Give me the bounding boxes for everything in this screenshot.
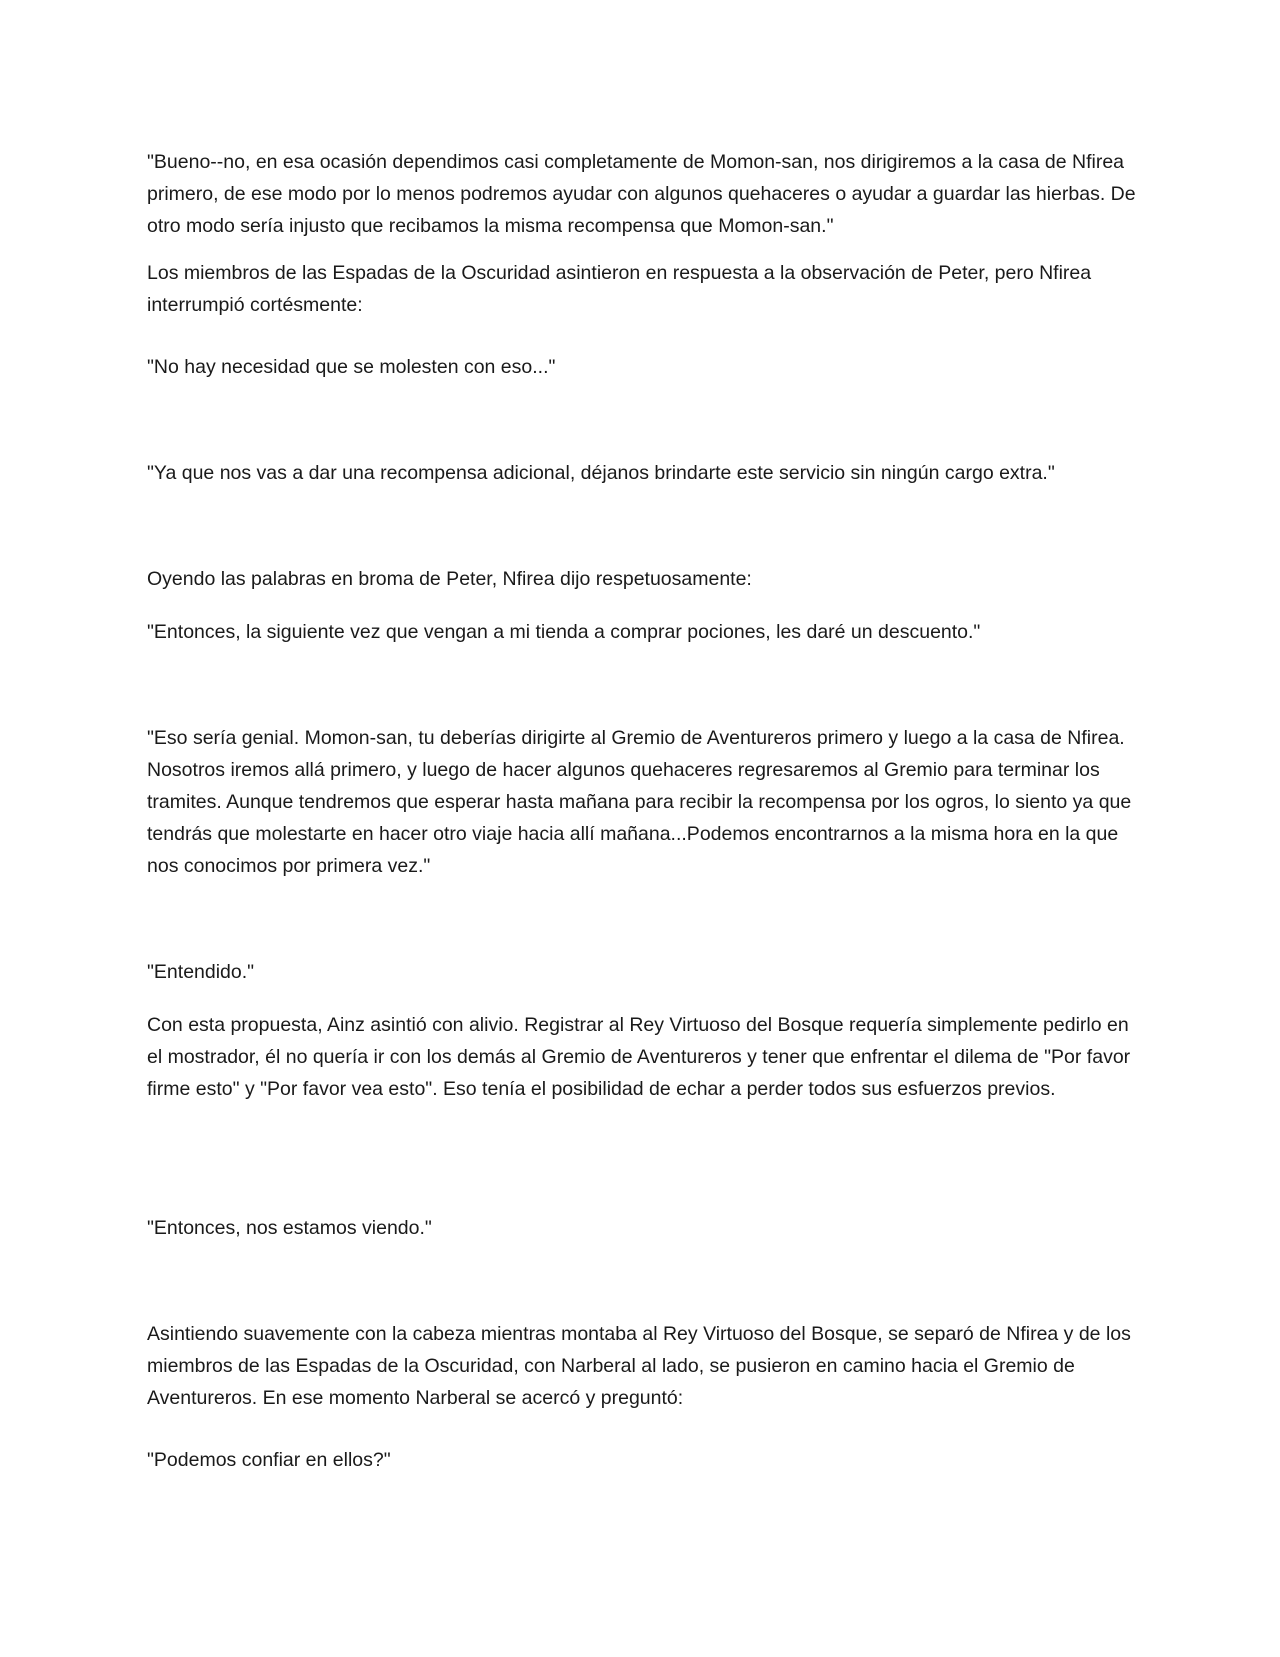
- paragraph-2: Los miembros de las Espadas de la Oscuridad asintieron en respuesta a la observación de Peter, pero Nfirea interrumpió cortésmente:: [147, 262, 1092, 316]
- paragraph-4: "Ya que nos vas a dar una recompensa adicional, déjanos brindarte este servicio sin ningún cargo extra.": [147, 462, 1055, 484]
- paragraph-3: "No hay necesidad que se molesten con eso...": [147, 356, 556, 378]
- paragraph-7: "Eso sería genial. Momon-san, tu deberías dirigirte al Gremio de Aventureros primero y luego a la casa de Nfirea. Nosotros iremos allá primero, y luego de hacer algunos quehaceres regresaremos al Gremio para terminar los tramites. Aunque tendremos que esperar hasta mañana para recibir la recompensa por los ogros, lo siento ya que tendrás que molestarte en hacer otro viaje hacia allí mañana...Podemos encontrarnos a la misma hora en la que nos conocimos por primera vez.": [147, 727, 1132, 877]
- paragraph-5: Oyendo las palabras en broma de Peter, Nfirea dijo respetuosamente:: [147, 568, 752, 590]
- paragraph-10: "Entonces, nos estamos viendo.": [147, 1217, 432, 1239]
- paragraph-9: Con esta propuesta, Ainz asintió con alivio. Registrar al Rey Virtuoso del Bosque requería simplemente pedirlo en el mostrador, él no quería ir con los demás al Gremio de Aventureros y tener que enfrentar el dilema de "Por favor firme esto" y "Por favor vea esto". Eso tenía el posibilidad de echar a perder todos sus esfuerzos previos.: [147, 1014, 1131, 1100]
- paragraph-6: "Entonces, la siguiente vez que vengan a mi tienda a comprar pociones, les daré un descuento.": [147, 621, 981, 643]
- paragraph-1: "Bueno--no, en esa ocasión dependimos casi completamente de Momon-san, nos dirigiremos a la casa de Nfirea primero, de ese modo por lo menos podremos ayudar con algunos quehaceres o ayudar a guardar las hierbas. De otro modo sería injusto que recibamos la misma recompensa que Momon-san.": [147, 151, 1136, 237]
- paragraph-12: "Podemos confiar en ellos?": [147, 1449, 391, 1471]
- paragraph-11: Asintiendo suavemente con la cabeza mientras montaba al Rey Virtuoso del Bosque, se separó de Nfirea y de los miembros de las Espadas de la Oscuridad, con Narberal al lado, se pusieron en camino hacia el Gremio de Aventureros. En ese momento Narberal se acercó y preguntó:: [147, 1323, 1131, 1409]
- paragraph-8: "Entendido.": [147, 961, 255, 983]
